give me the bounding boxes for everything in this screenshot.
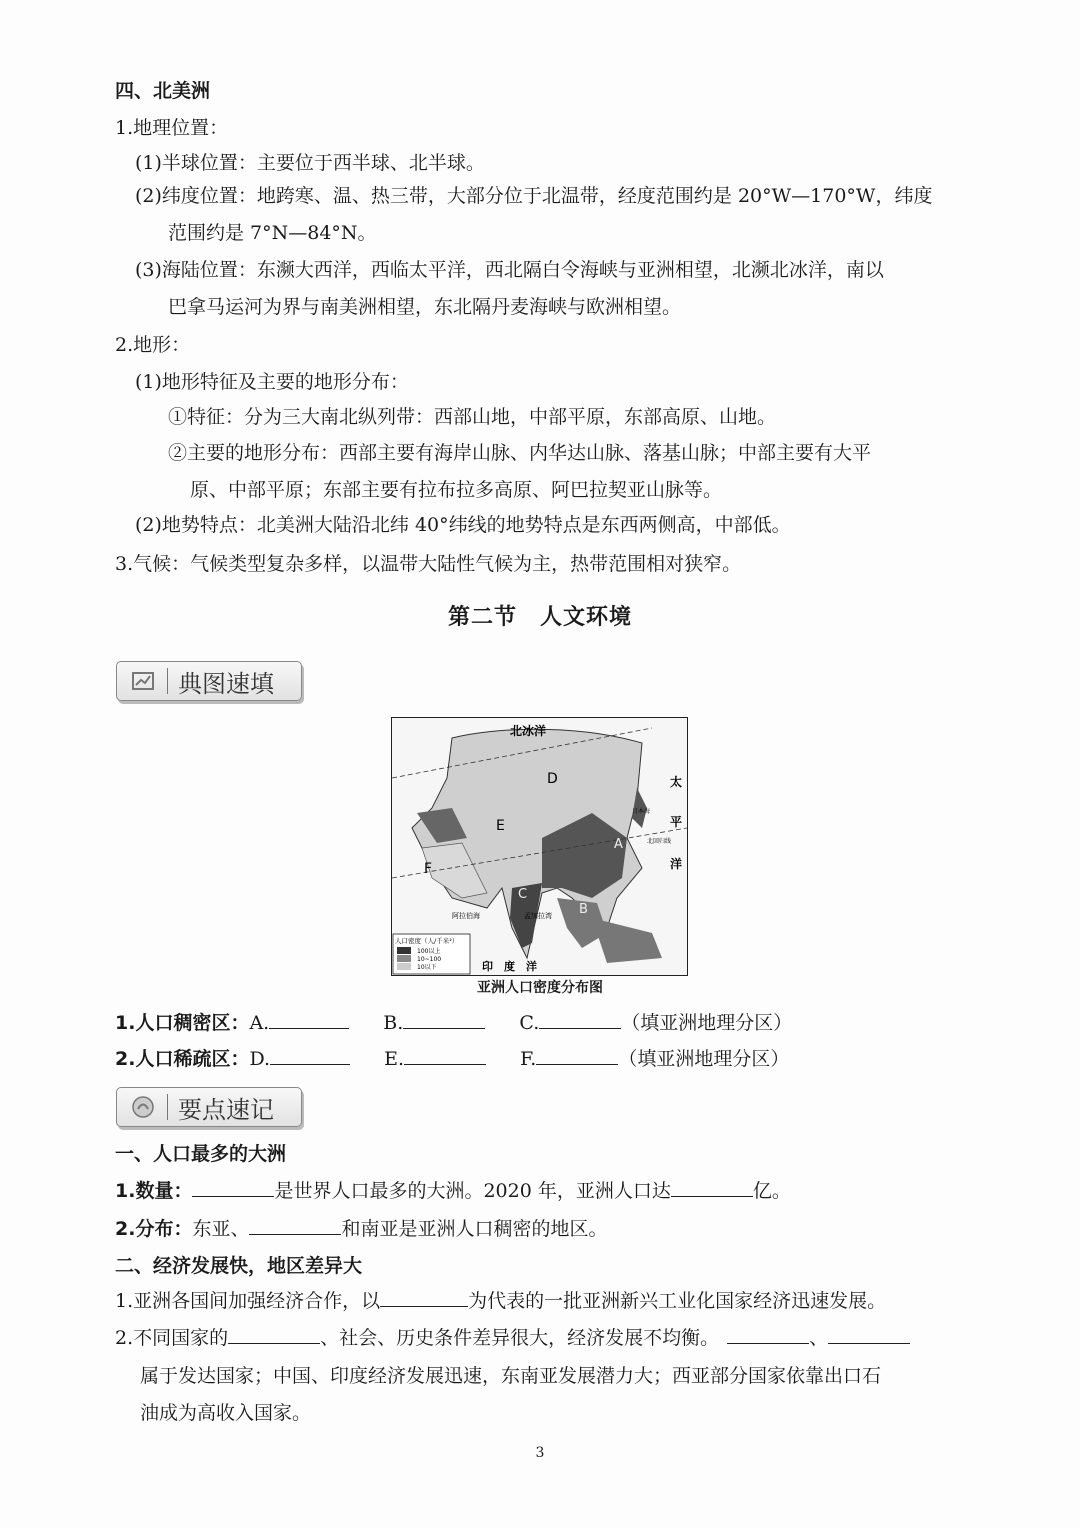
item-terrain: 2.地形：	[115, 334, 191, 356]
blank-condition[interactable]	[228, 1325, 320, 1344]
map-caption: 亚洲人口密度分布图	[477, 980, 603, 996]
blank-C[interactable]	[539, 1010, 621, 1029]
label-B: B	[579, 902, 588, 917]
asia-population-map	[391, 717, 688, 976]
blank-representative[interactable]	[380, 1288, 468, 1307]
text: (3)海陆位置：东濒大西洋，西临太平洋，西北隔白令海峡与亚洲相望，北濒北冰洋，南以	[135, 259, 884, 281]
label-arabian: 阿拉伯海	[452, 912, 480, 920]
text: 油成为高收入国家。	[140, 1402, 312, 1424]
label-A: A	[614, 837, 623, 852]
point-distribution: 2.分布：东亚、 和南亚是亚洲人口稠密的地区。	[115, 1218, 608, 1240]
legend-mid: 10~100	[417, 956, 442, 963]
blank-developed-2[interactable]	[828, 1325, 910, 1344]
label-E: E	[496, 818, 505, 834]
point-cooperation: 1.亚洲各国间加强经济合作，以 为代表的一批亚洲新兴工业化国家经济迅速发展。	[115, 1290, 887, 1312]
label-D: D	[547, 771, 558, 787]
label-indian: 印 度 洋	[482, 960, 537, 973]
chart-icon	[129, 669, 157, 693]
text: (2)地势特点：北美洲大陆沿北纬 40°纬线的地势特点是东西两侧高，中部低。	[135, 514, 791, 536]
heading-most-populous: 一、人口最多的大洲	[115, 1143, 287, 1165]
label-arctic: 北冰洋	[510, 724, 547, 738]
label-tropic: 北回归线	[647, 838, 672, 845]
text: (1)半球位置：主要位于西半球、北半球。	[135, 152, 485, 174]
label-pacific: 平	[670, 815, 683, 829]
badge-key-points: 要点速记	[116, 1087, 302, 1127]
point-quantity: 1.数量： 是世界人口最多的大洲。2020 年，亚洲人口达 亿。	[115, 1180, 791, 1202]
legend-high: 100以上	[417, 948, 441, 955]
map-legend	[393, 934, 470, 974]
item-climate: 3.气候：气候类型复杂多样，以温带大陆性气候为主，热带范围相对狭窄。	[115, 553, 742, 575]
badge-map-fill: 典图速填	[116, 661, 302, 701]
blank-F[interactable]	[536, 1046, 618, 1065]
blank-population[interactable]	[671, 1178, 753, 1197]
point-difference: 2.不同国家的 、社会、历史条件差异很大，经济发展不均衡。 、	[115, 1325, 910, 1351]
text: 属于发达国家；中国、印度经济发展迅速，东南亚发展潜力大；西亚部分国家依靠出口石	[140, 1365, 882, 1387]
legend-low: 10以下	[417, 964, 437, 971]
heading-economy: 二、经济发展快，地区差异大	[115, 1255, 363, 1277]
text: 巴拿马运河为界与南美洲相望，东北隔丹麦海峡与欧洲相望。	[168, 296, 682, 318]
label-japan: 日本海	[632, 808, 651, 815]
blank-developed-1[interactable]	[727, 1325, 809, 1344]
text: 原、中部平原；东部主要有拉布拉多高原、阿巴拉契亚山脉等。	[190, 479, 723, 501]
fill-sparse: 2.人口稀疏区：D. E. F. （填亚洲地理分区）	[115, 1048, 790, 1070]
text: 范围约是 7°N—84°N。	[168, 222, 377, 244]
label-C: C	[518, 887, 528, 902]
heading-north-america: 四、北美洲	[115, 80, 211, 102]
item-location: 1.地理位置：	[115, 117, 229, 139]
text: ①特征：分为三大南北纵列带：西部山地，中部平原，东部高原、山地。	[168, 406, 777, 428]
label-pacific: 太	[670, 775, 683, 789]
blank-E[interactable]	[404, 1046, 486, 1065]
blank-B[interactable]	[403, 1010, 485, 1029]
text: ②主要的地形分布：西部主要有海岸山脉、内华达山脉、落基山脉；中部主要有大平	[168, 442, 872, 464]
text: (1)地形特征及主要的地形分布：	[135, 371, 409, 393]
text: (2)纬度位置：地跨寒、温、热三带，大部分位于北温带，经度范围约是 20°W—170°W，纬度	[135, 185, 933, 207]
section-title: 第二节 人文环境	[447, 605, 632, 630]
blank-D[interactable]	[270, 1046, 350, 1065]
blank-continent[interactable]	[192, 1178, 274, 1197]
notes-icon	[129, 1095, 157, 1119]
blank-region[interactable]	[249, 1216, 341, 1235]
label-bengal: 孟加拉湾	[524, 912, 552, 920]
blank-A[interactable]	[269, 1010, 349, 1029]
label-pacific: 洋	[670, 857, 683, 871]
fill-dense: 1.人口稠密区：A. B. C. （填亚洲地理分区）	[115, 1012, 793, 1034]
label-F: F	[424, 861, 433, 877]
legend-title: 人口密度（人/千米²）	[395, 937, 459, 945]
page-number: 3	[535, 1445, 545, 1461]
